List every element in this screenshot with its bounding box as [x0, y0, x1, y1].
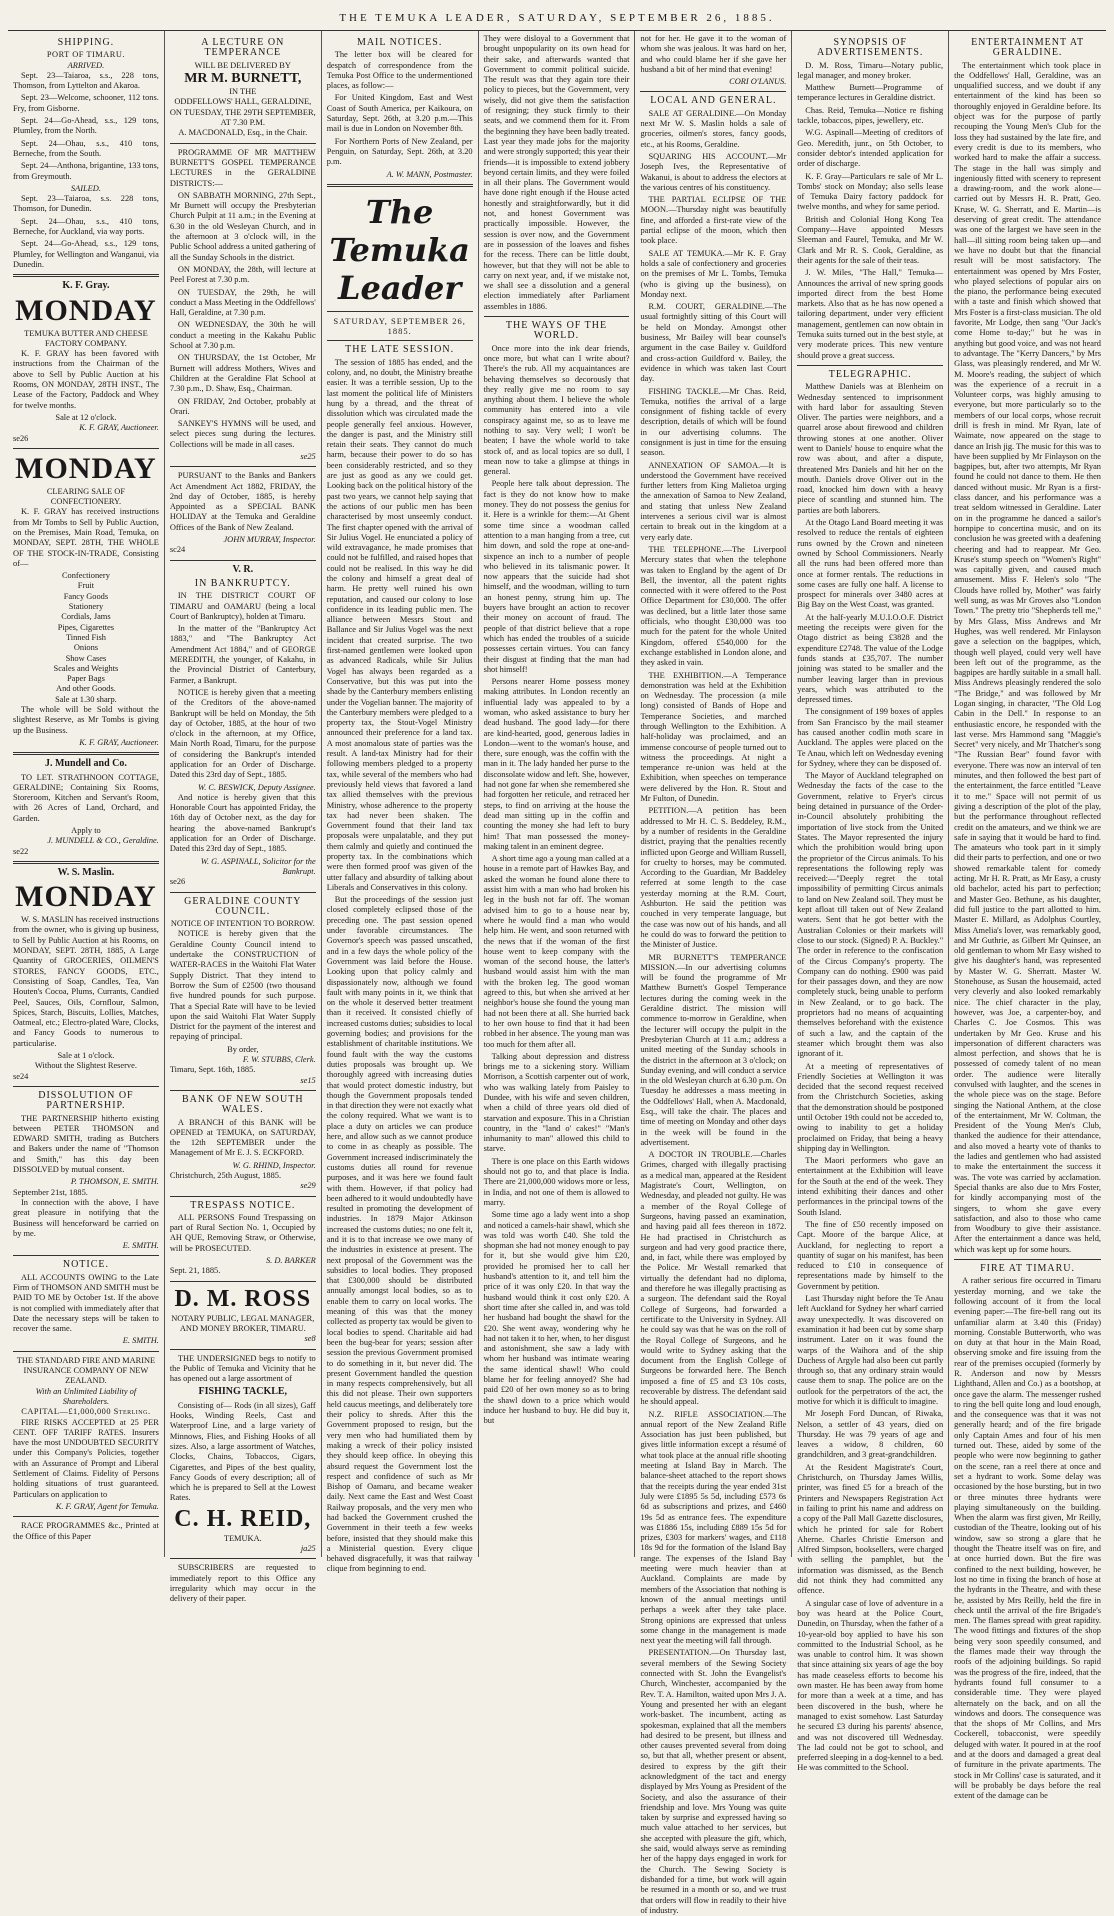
- subscribers-notice: SUBSCRIBERS are requested to immediately report to this Office any irregularity which may occur in the delivery of their paper.: [169, 1563, 316, 1604]
- session-paragraph: The session of 1885 has ended, and the colony, and, no doubt, the Ministry breathe easier. It was a terrible session, Up to the last moment the political life of Ministers hung by a thread, and the threat of dissolution which was circulated made the people generally feel anxious. However, the danger is past, and the Ministry still retain their seats. They cannot do much harm, because their power to do so has been considerably restricted, and so they are just as good as any we could get. Looking back on the political history of the past two years, we cannot help saying that the actions of our public men has been characterised by most unseemly conduct. The first chapter opened with the arrival of Sir Julius Vogel. He enunciated a policy of wild extravagance, he made promises that could not be fulfilled, and raised hopes that could not be realised. In this way he did the colony and himself a great deal of harm. He pretty well ruined his own reputation, and caused our colony to lose confidence in its leading public men. The alliance between Messrs Stout and Ballance and Sir Julius Vogel was the next incident that created surprise. The two first-named gentlemen were looked upon as advanced Radicals, while Sir Julius Vogel has always been regarded as a Conservative, but this was put into the shade by the Canterbury members enlisting under the Vogelian banner. The majority of the Canterbury members were pledged to a property tax, the Stout-Vogel Ministry announced their preference for a land tax. A most anomalous state of parties was the result. A land-tax Ministry had for their following members pledged to a property tax, while several of the members who had previously held views that favored a land tax allied themselves with the previous Ministry, whose adherence to the property tax had never been shaken. The Government found that their land tax proposals were unpalatable, and they put them calmly and quietly and continued the property tax. In the combinations which were then formed proof was given of the utter fallacy and absurdity of talking about Liberals and Conservatives in this colony.: [326, 357, 473, 892]
- smith-notice: In connection with the above, I have great pleasure in notifying that the Business will henceforward be carried on by me.: [13, 1197, 159, 1238]
- ad-code: se25: [300, 451, 316, 461]
- column-4: [479, 31, 636, 1557]
- council-subheading: NOTICE OF INTENTION TO BORROW.: [170, 919, 315, 929]
- telegraphic-item: The fine of £50 recently imposed on Capt. Moore of the barque Alice, at Auckland, for neglecting to report a quantity of sugar on his manifest, has been reduced to £10 in consequence of representations made by himself to the Government by petition.: [797, 1219, 944, 1291]
- divider: [170, 1281, 316, 1282]
- ad-code: sc24: [169, 545, 186, 555]
- monday-heading: MONDAY: [15, 293, 157, 327]
- paper-date: SATURDAY, SEPTEMBER 26, 1885.: [333, 315, 466, 337]
- column-5: [635, 31, 792, 1915]
- divider: [13, 1516, 159, 1517]
- sailing-entry: Sept. 24—Go-Ahead, s.s., 129 tons, Plumley, for Wellington and Wanganui, via Dunedin.: [13, 239, 159, 269]
- masthead-title: THE TEMUKA LEADER, SATURDAY, SEPTEMBER 26, 1885.: [339, 12, 775, 24]
- divider: [170, 466, 316, 467]
- ad-code: se26: [13, 433, 29, 443]
- stock-item: Scales and Weights: [53, 663, 119, 673]
- arrival-entry: Sept. 24—Go-Ahead, s.s., 129 tons, Plumley, from the North.: [13, 116, 159, 136]
- telegraphic-item: The Mayor of Auckland telegraphed on Wednesday the facts of the case to the Government, relative to Fryer's circus being detained in pursuance of the Order-in-Council absolutely prohibiting the importation of live stock from the United States. The Mayor represented the injury which the prohibition would bring upon the proprietor of the Circus animals. To his representations the following reply was received:—"Deeply regret the total impossibility of permitting Circus animals to land on New Zealand soil. They must be kept afloat till taken out of New Zealand waters. Sent that he got better with the Australian Colonies or their markets will close to our stock. (Signed) P. A. Buckley." The order in reference to the confiscation of the Circus Company's property. The Company can do nothing. £900 was paid for their passages down, and they are now completely stuck, being unable to perform in New Zealand, or to go back. The proprietors had no means of acquainting themselves beforehand with the existence of such a law, and the captain of the steamer which brought them was also ignorant of it.: [797, 771, 944, 1059]
- telegraphic-item: At the half-yearly M.U.I.O.O.F. District meeting the receipts were given for the Otago district as being £3828 and the expenditure £2748. The value of the Lodge funds stands at £35,707. The number joining was stated to be smaller and the number leaving larger than in previous years, which was attributed to the depressed times.: [797, 612, 944, 705]
- divider: [170, 1558, 316, 1559]
- divider: [170, 143, 316, 144]
- tolet-body: TO LET. STRATHNOON COTTAGE, GERALDINE; Containing Six Rooms, Storeroom, Kitchen and Servant's Room, with 26 Acres of Land, Orchard, and Garden.: [13, 772, 159, 823]
- divider: [170, 892, 316, 893]
- ways-paragraph: Talking about depression and distress brings me to a sickening story. William Morrison, a Scottish carpenter out of work, who was walking lately from Paisley to Dundee, with his wife and seven children, when a child of three years old died of starvation and exposure. This in a Christian country, in the "land o' cakes!" "Man's inhumanity to man" allowed this child to starve.: [483, 1051, 630, 1154]
- masthead: [8, 6, 1106, 31]
- divider: [797, 365, 943, 366]
- local-item: MR BURNETT'S TEMPERANCE MISSION.—In our advertising columns will be found the programme of Mr Matthew Burnett's Gospel Temperance lectures during the coming week in the Geraldine district. The mission will commence to-morrow in Geraldine, when the lecturer will occupy the pulpit in the Presbyterian Church at 11 a.m.; address a united meeting of the Sunday schools in the district in the afternoon at 3 o'clock; on Sunday evening, and will conduct a service in the old Wesleyan church at 6.30 p.m. On Tuesday he addresses a mass meeting in the Oddfellows' Hall, when A. Macdonald, Esq., will take the chair. The places and time of meeting on Monday and other days in the week will be found in the advertisement.: [640, 952, 787, 1147]
- telegraphic-item: At the Resident Magistrate's Court, Christchurch, on Thursday James Willis, printer, was fined £5 for a breach of the Printers and Newspapers Registration Act in failing to print his name and address on a copy of the Pall Mall Gazette disclosures, which he printed for sale for Robert Aherne. Charles Christie Emerson and Alfred Simpson, booksellers, were charged with selling the pamphlet, but the information was dismissed, as the Bench did not think they had committed any offence.: [797, 1462, 944, 1596]
- council-body: NOTICE is hereby given that the Geraldine County Council intend to undertake the CONSTRUCTION of WATER-RACES in the Waitohi Flat Water Supply District. That they intend to Borrow the Sum of £2500 (two thousand five hundred pounds for such purpose. That a Special Rate will have to be levied upon the said Waitohi Flat Water Supply District for the payment of the interest and repaying of principal.: [169, 929, 316, 1042]
- divider: [170, 1090, 316, 1091]
- arrived-heading: ARRIVED.: [67, 60, 105, 70]
- tolet-signature: J. MUNDELL & CO., Geraldine.: [47, 836, 159, 846]
- bankruptcy-notice: NOTICE is hereby given that a meeting of the Creditors of the above-named Bankrupt will be held on Monday, the 5th day of October, 1885, at the hour of two o'clock in the afternoon, at my Office, Main North Road, Timaru, for the purpose of considering the Bankrupt's intended application for an Order of Discharge. Dated this 23rd day of Sept., 1885.: [169, 687, 316, 780]
- bankruptcy-signature: W. C. BESWICK, Deputy Assignee.: [198, 782, 316, 792]
- smith-signature: E. SMITH.: [122, 1241, 159, 1251]
- standard-capital: CAPITAL—£1,000,000 Sterling.: [21, 1407, 151, 1417]
- session-continuation: They were disloyal to a Government that brought unpopularity on its own head for their sake, and afterwards wanted that Government to commit political suicide. The result was that they again tore their policy to pieces, but the Government, very wisely, did not give them the satisfaction of resigning; they stuck firmly to their seats, and we commend them for it. From the beginning they have been badly treated. Last year they made jobs for the majority and were strongly supported; this year their friends—it is impossible to extend jobbery beyond certain limits, and they were foiled in all their plans. The Government would have done right enough if the House acted honestly and straightforwardly, but it did not, and honest Government was practically impossible. However, the session is over now, and the Government are in possession of the loaves and fishes for the recess. There can be little doubt, however, but that they will not be able to carry on next year, and, if we mistake not, we shall see a dissolution and a general election immediately after Parliament assembles in 1886.: [483, 34, 630, 311]
- mail-item: For United Kingdom, East and West Coast of South America, per Kaikoura, on Saturday, Sept. 26th, at 3.20 p.m.—This mail is due in London on November 8th.: [326, 93, 473, 134]
- nsw-signature: W. G. RHIND, Inspector.: [232, 1160, 316, 1170]
- programme-item: ON MONDAY, the 28th, will lecture at Peel Forest at 7.30 p.m.: [169, 264, 316, 285]
- telegraphic-item: Last Thursday night before the Te Anau left Auckland for Sydney her wharf carried away unexpectedly. It was discovered on examination it had been cut by some sharp instrument. Later on it was found the warps of the Waihora and of the ship Duchess of Argyle had also been cut partly through so, that any ordinary strain would cause them to snap. The police are on the outlook for the perpetrators of the act, the motive for which it is difficult to imagine.: [797, 1294, 944, 1406]
- notice-heading: NOTICE.: [62, 1259, 110, 1271]
- trespass-date: Sept. 21, 1885.: [169, 1266, 221, 1276]
- dissolution-date: September 21st, 1885.: [13, 1187, 88, 1197]
- synopsis-item: K. F. Gray—Particulars re sale of Mr L. Tombs' stock on Monday; also sells lease of Temuka Dairy factory paddock for twelve months, and whey for same period.: [797, 171, 944, 212]
- arrival-entry: Sept. 24—Anthona, brigantine, 133 tons, from Greymouth.: [13, 161, 159, 181]
- lecture-will: WILL BE DELIVERED BY: [194, 60, 291, 70]
- ways-paragraph: Persons nearer Home possess money making attributes. In London recently an influential lady was appealed to by a woman, who asked assistance to bury her dead husband. The good lady—for there are kind-hearted, good, generous ladies in London—went to the woman's house, and there, sure enough, was the coffin with the man in it. The lady handed her purse to the disconsolate widow and left. She, however, had not gone far when she remembered she had forgotten her reticule, and retraced her steps, to find on arriving at the house the dead man sitting up in the coffin and counting the money she had left to bury him! That man possessed the money-making talent in an eminent degree.: [483, 677, 630, 851]
- columns: [8, 31, 1106, 1915]
- local-item: R.M. COURT, GERALDINE.—The usual fortnightly sitting of this Court will be held on Monday. Amongst other business, Mr Bailey will bear counsel's argument in the case Bailey v. Guildford and cross-action Guildford v. Bailey, the evidence in which was taken last Court day.: [640, 302, 787, 384]
- nsw-body: A BRANCH of this BANK will be OPENED at TEMUKA, on SATURDAY, the 12th SEPTEMBER under the Management of Mr E. J. S. ECKFORD.: [169, 1117, 316, 1158]
- standard-liability: With an Unlimited Liability of Shareholders.: [35, 1386, 137, 1406]
- divider: [13, 1255, 159, 1256]
- notice-body: ALL ACCOUNTS OWING to the Late Firm of THOMSON AND SMITH must be PAID TO ME by October 1st. If the above is not complied with immediately after that Date the necessary steps will be taken to recover the same.: [13, 1272, 159, 1334]
- pursuant-signature: JOHN MURRAY, Inspector.: [223, 535, 316, 545]
- ways-paragraph: A short time ago a young man called at a house in a remote part of Hawkes Bay, and asked the woman he found alone there to assist him with a man who had broken his leg in the bush not far off. The woman advised him to go to a house near by, where he would find a man who would help him. He went, and soon returned with the news that if the woman of the first house went to keep company with the woman of the second house, the latter's husband would assist him with the man with the broken leg. The good woman agreed to this, but when she arrived at her neighbor's house she found the young man had not been there at all. She hurried back to her own house to find that it had been robbed in her absence. The young man was too much for them after all.: [483, 854, 630, 1049]
- ad-code: se24: [13, 1071, 29, 1081]
- ways-paragraph: There is one place on this Earth widows should not go to, and that place is India. There are 21,000,000 widows more or less, in India, and not one of them is allowed to marry.: [483, 1156, 630, 1207]
- council-signature: F. W. STUBBS, Clerk.: [242, 1055, 316, 1065]
- lecture-in: IN THE: [229, 87, 257, 97]
- local-item: ANNEXATION OF SAMOA.—It is understood the Government have received further letters from King Malietoa urging the annexation of Samoa to New Zealand, and stating that unless New Zealand intervenes a serious civil war is almost certain to break out in the kingdom at a very early date.: [640, 460, 787, 542]
- lecture-place: ODDFELLOWS' HALL, GERALDINE, ON TUESDAY, THE 29TH SEPTEMBER, AT 7.30 P.M.: [169, 97, 316, 128]
- kfgray-header: K. F. Gray.: [62, 280, 110, 292]
- synopsis-item: D. M. Ross, Timaru—Notary public, legal manager, and money broker.: [797, 60, 944, 80]
- nsw-heading: BANK OF NEW SOUTH WALES.: [182, 1093, 304, 1116]
- ad-signature: K. F. GRAY, Auctioneer.: [79, 737, 159, 747]
- synopsis-item: W.G. Aspinall—Meeting of creditors of Geo. Meredith, junr., on 5th October, to consider debtor's intended application for order of discharge.: [797, 128, 944, 169]
- reid-heading: C. H. REID,: [174, 1505, 312, 1532]
- standard-body: FIRE RISKS ACCEPTED at 25 PER CENT. OFF TARIFF RATES. Insurers have the most UNDOUBTED SECURITY under this Company's Policies, together with an Assurance of Prompt and Liberal Settlement of Claims. Fidelity of Persons holding situations of trust guaranteed. Particulars on application to: [13, 1417, 159, 1499]
- pursuant-body: PURSUANT to the Banks and Bankers Act Amendment Act 1882, FRIDAY, the 2nd day of October, 1885, is hereby Appointed as a SPECIAL BANK HOLIDAY at the Temuka and Geraldine Offices of the Bank of New Zealand.: [169, 471, 316, 532]
- dissolution-heading: DISSOLUTION OF PARTNERSHIP.: [38, 1089, 134, 1112]
- bankruptcy-body: In the matter of the "Bankruptcy Act 1883," and "The Bankruptcy Act Amendment Act 1884," and of GEORGE MEREDITH, the younger, of Kakahu, in the Provincial District of Canterbury, Farmer, a Bankrupt.: [169, 624, 316, 685]
- telegraphic-item: Mr Joseph Ford Duncan, of Riwaka, Nelson, a settler of 43 years, died on Thursday. He was 79 years of age and leaves a widow, 8 children, 60 grandchildren, and 3 great-grandchildren.: [797, 1409, 944, 1460]
- entertainment-heading: ENTERTAINMENT AT GERALDINE.: [971, 37, 1085, 59]
- port-heading: PORT OF TIMARU.: [46, 50, 125, 60]
- bankruptcy-heading: IN BANKRUPTCY.: [194, 577, 291, 589]
- session-paragraph: But the proceedings of the session just closed completely eclipsed those of the preceding one. The past session opened under favorable circumstances. The Governor's speech was passed unscathed, and in a few days the whole policy of the Government was laid before the House. Looking upon that policy calmly and dispassionately now, although we found fault with many points in it, we think that on the whole it deserved better treatment than it received. It consisted chiefly of increased customs duties; subsidies to local governing bodies; and provisions for the establishment of charitable institutions. We found fault with the way the customs duties proposals was brought up. We thoroughly agreed with increasing duties that would protect domestic industry, but though the Government proposals tended in that direction they were not exactly what the colony required. What we want is to place a duty on articles we can produce here, and allow such as we cannot produce to come in as cheaply as possible. The Government increased indiscriminately the customs duties all round for revenue purposes, and it was here we found fault with them. However, if that policy had been adhered to it would undoubtedly have resulted in promoting the development of industries. In 1879 Major Atkinson increased the customs duties; no one felt it, and it is to that increase we owe many of the industries in existence at present. The next proposal of the Government was the subsidies to local bodies. They proposed that £300,000 should be distributed annually amongst local bodies, so as to enable them to carry on local works. The meaning of this was that the money collected as property tax would be given to local bodies to spend. Charitable aid had been the bug-bear for years; session after session the previous Government promised to do something in it, but never did. The present Government handled the question in many respects comprehensively, but all this did not please. Their own supporters held caucus meetings, and deliberately tore their policy to shreds. After this the Government proposed to resign, but the very men who had humiliated them by making a wreck of their policy insisted they should keep office. In obeying this absurd request the Government lost the respect and confidence of such as Mr Bishop of Oamaru, and became weaker daily. Next came the East and West Coast Railway proposals, and the very men who had backed the Government crushed the Government in their teeth a few weeks before, insisted that they should make this a Ministerial question. Every clique behaved disgracefully, it was that railway clique from beginning to end.: [326, 895, 473, 1574]
- telegraphic-item: At a meeting of representatives of Friendly Societies at Wellington it was decided that the second request received from the Christchurch Societies, asking that the demonstration should be postponed until October 19th could not be acceded to, owing to inability to get a holiday proclaimed on Friday, that being a heavy shipping day in Wellington.: [797, 1061, 944, 1153]
- trespass-body: ALL PERSONS Found Trespassing on part of Rural Section No. 1, Occupied by AH QUE, Removing Straw, or Otherwise, will be PROSECUTED.: [169, 1212, 316, 1253]
- lecture-name: MR M. BURNETT,: [184, 70, 302, 86]
- fishing-heading: FISHING TACKLE,: [198, 1386, 288, 1398]
- stock-item: And other Goods.: [56, 684, 116, 694]
- fishing-items: Consisting of— Rods (in all sizes), Gaff Hooks, Winding Reels, Cast and Waterproof Line, and a large variety of Minnows, Flies, and Fishing Hooks of all sizes. Also, a large assortment of Watches, Clocks, Chains, Tobaccos, Cigars, Cigarettes, and Pipes of the best quality, Fancy Goods of every description; all of which he is prepared to Sell at the Lowest Rates.: [169, 1400, 316, 1503]
- programme-title: PROGRAMME OF MR MATTHEW BURNETT'S GOSPEL TEMPERANCE LECTURES in the GERALDINE DISTRICTS:—: [169, 147, 316, 188]
- council-order: By order,: [227, 1044, 259, 1054]
- local-heading: LOCAL AND GENERAL.: [650, 95, 777, 107]
- telegraphic-heading: TELEGRAPHIC.: [828, 368, 912, 380]
- arrival-entry: Sept. 23—Taiaroa, s.s., 228 tons, Thomson, from Lyttelton and Akaroa.: [13, 70, 159, 91]
- telegraphic-item: The consignment of 199 boxes of apples from San Francisco by the mail steamer has caused another codlin moth scare in Auckland. The apples were placed on the Te Anau, which left on Wednesday evening for Sydney, where they can be disposed of.: [797, 707, 944, 768]
- fire-heading: FIRE AT TIMARU.: [980, 1263, 1076, 1275]
- ways-paragraph: People here talk about depression. The fact is they do not know how to make money. They do not possess the genius for it. Here is a wrinkle for them:—At Ghent some time since a woodman called attention to a man hanging from a tree, cut him down, and sold the rope at one-and-sixpence an inch to a number of people who believed in its talismanic power. It now appears that the suicide had shot himself, and the woodman, willing to turn an honest penny, strung him up. The buyers have brought an action to recover their money on account of fraud. The people of that district believe that a rope which has ended the troubles of a suicide possesses certain virtues. You can fancy their disgust at finding that the man had shot himself!: [483, 479, 630, 674]
- telegraphic-item: A singular case of love of adventure in a boy was heard at the Police Court, Dunedin, on Thursday, when the father of a 10-year-old boy applied to have his son committed to the Industrial School, as he was unable to control him. It was shown that since attaining six years of age the boy has made ceaseless efforts to become his own master. He has been away from home for more than a week at a time, and has been discovered in the bush, where he managed to exist somehow. Last Saturday he secured £3 during his parents' absence, and was not discovered till Wednesday. The lad could not be got to school, and preferred sleeping in a dog-kennel to a bed. He was committed to the School.: [797, 1598, 944, 1773]
- synopsis-heading: SYNOPSIS OF ADVERTISEMENTS.: [817, 37, 924, 59]
- ad-code: se15: [300, 1075, 316, 1085]
- reid-subheading: TEMUKA.: [223, 1533, 262, 1543]
- butter-factory-title: TEMUKA BUTTER AND CHEESE FACTORY COMPANY.: [24, 328, 148, 348]
- column-1: [8, 31, 165, 1557]
- fishing-body: THE UNDERSIGNED begs to notify to the Public of Temuka and Vicinity that he has opened out a large assortment of: [169, 1353, 316, 1384]
- local-item: N.Z. RIFLE ASSOCIATION.—The annual report of the New Zealand Rifle Association has just been published, but gives little information except a résumé of what took place at the annual rifle shooting meeting at Island Bay in March. The balance-sheet attached to the report shows that the receipts during the year ended 31st July were £1895 5s 5d, including £573 6s 6d as subscriptions and prizes, and £460 19s 5d as entrance fees. The expenditure was £1886 15s, including £889 15s 5d for prizes, £303 for markers' wages, and £118 18s 9d for the formation of the Island Bay range. The expenses of the Island Bay meeting were much heavier than at Auckland. Complaints are made by members of the Association that nothing is known of the annual meetings until perhaps a week after they take place. Strong opinions are expressed that unless some change in the management is made next year the meeting will fall through.: [640, 1409, 787, 1646]
- tolet-apply: Apply to: [71, 826, 101, 835]
- local-item: PRESENTATION.—On Thursday last, several members of the Sewing Society connected with St. John the Evangelist's Church, Winchester, accompanied by the Rev. T. A. Hamilton, waited upon Mrs J. A. Young and presented her with an elegant work-basket. The incumbent, acting as spokesman, explained that all the members had desired to be present, but illness and other causes prevented several from doing so, but that all, whether present or absent, desired to express by the gift their acknowledgment of the tact and energy displayed by Mrs Young as President of the Society, and also the assurance of their friendship and love. Mrs Young was quite taken by surprise and expressed having so much value attached to her services, but she accepted with pleasure the gift, which, she said, would always serve as reminding her of the happy days engaged in work for the Church. The Sewing Society is disbanded for a time, but work will again be resumed in a month or so, and we trust that orders will flow in readily to their hive of industry.: [640, 1648, 787, 1915]
- stock-item: Fancy Goods: [63, 591, 109, 601]
- paper-title: The Temuka Leader: [329, 192, 470, 307]
- arrival-entry: Sept. 23—Welcome, schooner, 112 tons. Fry, from Gisborne.: [13, 93, 159, 113]
- monday-heading: MONDAY: [15, 451, 157, 485]
- column-2: [165, 31, 322, 1604]
- sailing-entry: Sept. 24—Ohau, s.s., 410 tons, Berneche, for Auckland, via way ports.: [13, 216, 159, 237]
- ad-body: W. S. MASLIN has received instructions from the owner, who is giving up business, to Sell by Public Auction at his Rooms, on MONDAY, SEPT. 28TH, 1885, A Large Quantity of GROCERIES, OILMEN'S STORES, FANCY GOODS, ETC., Consisting of Soap, Candles, Tea, Van Houten's Cocoa, Plums, Currants, Candied Peel, Sauces, Oils, Cornflour, Salmon, Spices, Starch, Biscuits, Lollies, Matches, Oatmeal, etc.; Electro-plated Ware, Clocks, and Fancy Goods to numerous to particularise.: [13, 915, 159, 1048]
- ad-code: se8: [304, 1334, 316, 1344]
- local-item: A DOCTOR IN TROUBLE.—Charles Grimes, charged with illegally practising as a medical man, appeared at the Resident Magistrate's Court, Wellington, on Wednesday, and pleaded not guilty. He was a member of the Royal College of Surgeons, having passed an examination, and having paid all fees thereon in 1872. He had practised in Christchurch as surgeon and had very good practice there, and, in fact, while there was employed by the Police. Mr Westall remarked that virtually the defendant had no diploma, and therefore he was illegally practising as a surgeon. The defendant said the Royal College of Surgeons, had forwarded a certificate to the University in Sydney. All he could say was that he was on the roll of the Royal College of Surgeons, and he would write to Sydney asking that the document from the English College of Surgeons be forwarded here. The Bench imposed a fine of £5 and £3 10s costs, recoverable by distress. The defendant said he should appeal.: [640, 1150, 787, 1407]
- ways-paragraph: Some time ago a lady went into a shop and noticed a camels-hair shawl, which she was told was worth £40. She told the shopman she had not money enough to pay for it, but she would give him £20, provided he promised her to call her husband's attention to it, and tell him the price of it was only £20. In that way the husband would think it cost only £20. A short time after she called in, and was told her husband had bought the shawl for the £20. She went away, wondering why he had not taken it to her, when, to her disgust and astonishment, she saw a lady with whom her husband was intimate wearing the same identical shawl! Who could blame her for feeling annoyed? She had paid £20 of her own money so as to bring the shawl down to a price which would induce her husband to buy. He did buy it, but: [483, 1210, 630, 1426]
- maslin-header: W. S. Maslin.: [57, 866, 115, 878]
- column-3: [322, 31, 479, 1574]
- ad-body: K. F. GRAY has been favored with instructions from the Chairman of the above to Sell by Public Auction at his Rooms, ON MONDAY, 28TH INST., The Lease of the Factory, Paddock and Whey for twelve months.: [13, 349, 159, 410]
- fire-paragraph: A rather serious fire occurred in Timaru yesterday morning, and we take the following account of it from the local evening paper:—The fire-bell rang out its unfamiliar alarm at 3.40 this (Friday) morning. Constable Butterworth, who was on duty at that hour in the Main Road, observing smoke and fire issuing from the rear of the premises occupied (formerly by R. Anderson and now by Messrs Lighthand, Allen and Co.) as a bootshop, at once gave the alarm. The messenger rushed to ring the bell quite long and loud enough, and the consequence was that it was not generally heard; and of the fire brigade only Captain Ames and four of his men turned out. These, aided by some of the people who were now beginning to gather on the scene, ran a reel there at once and set a hydrant to work. Some delay was occasioned by the hose bursting, but in two or three minutes three hydrants were playing simultaneously on the building. When the alarm was first given, Mr Reilly, custodian of the Theatre, looking out of his window, saw so strong a glare that he thought the Theatre itself was on fire, and at once hurried down. But the fire was confined to the next building, however, he lost no time in fixing the branch of hose at the hydrants in the Theatre, and with these he, assisted by Mrs Reilly, held the fire in check until the arrival of the fire Brigade's men. The flames spread with great rapidity. The wood fittings and fixtures of the shop being very soon speedily consumed, and the flames made their way through the roofs of the adjoining buildings. So rapid was the progress of the fire, indeed, that the hydrants found full consumer to a considerable time. They were played alternately on the back, and on all the windows and doors. The consequence was that the shops of Mr Collins, and Mrs Cockerell, tobacconist, were speedily deluged with water. It poured in at the roof and at the doors and damaged a great deal of furniture in the private apartments. The stock in Mr Collins' case is saturated, and it will be probably be days before the real extent of the damage can be: [954, 1276, 1101, 1801]
- ross-subheading: NOTARY PUBLIC, LEGAL MANAGER, AND MONEY BROKER, TIMARU.: [171, 1313, 315, 1333]
- ad-code: se22: [13, 846, 29, 856]
- bankruptcy-signature: W. G. ASPINALL, Solicitor for the Bankrupt.: [200, 856, 316, 876]
- ad-code: ja25: [300, 1544, 316, 1553]
- synopsis-item: J. W. Miles, "The Hall," Temuka—Announces the arrival of new spring goods imported direct from the best Home markets. Also that as he has now opened a tailoring department, under very efficient management, gentlemen can now obtain in Temuka suits turned out in the best style, at very moderate prices. This new venture should prove a great success.: [797, 268, 944, 360]
- synopsis-item: British and Colonial Hong Kong Tea Company—Have appointed Messrs Sleeman and Faurel, Temuka, and Mr W. Clark and Mr R. S. Cook, Geraldine, as their agents for the sale of their teas.: [797, 214, 944, 265]
- divider: [640, 91, 786, 92]
- ad-note: The whole will be Sold without the slightest Reserve, as Mr Tombs is giving up the Business.: [13, 705, 159, 735]
- stock-item: Pipes, Cigarettes: [57, 622, 115, 632]
- local-item: SALE AT GERALDINE.—On Monday next Mr W. S. Maslin holds a sale of groceries, oilmen's stores, fancy goods, etc., at his Rooms, Geraldine.: [640, 108, 787, 149]
- divider: [170, 1349, 316, 1350]
- sailed-heading: SAILED.: [70, 183, 101, 193]
- local-item: PETITION.—A petition has been addressed to Mr H. C. S. Beddeley, R.M., by a number of residents in the Geraldine district, praying that the penalties recently inflicted upon George and William Russell, for cruelty to horses, may be commuted. According to the Guardian, Mr Baddeley referred at some length to the case yesterday morning at the R.M. Court, Ashburton. He said the petition was couched in very temperate language, but the case was now out of his hands, and all he could do was to forward the petition to the Minister of Justice.: [640, 806, 787, 950]
- bankruptcy-court: IN THE DISTRICT COURT OF TIMARU and OAMARU (being a local Court of Bankruptcy), holden at Timaru.: [169, 591, 316, 621]
- stock-item: Show Cases: [65, 653, 107, 663]
- telegraphic-item: At the Otago Land Board meeting it was resolved to reduce the rentals of eighteen runs owned by the Crown and nineteen owned by School Commissioners. Nearly all the runs had been offered more than once at former rentals. The reductions in some cases are fully one half. A license to prospect for minerals over 3480 acres at Big Bay on the West Coast, was granted.: [797, 518, 944, 610]
- divider: [13, 448, 159, 449]
- synopsis-item: Matthew Burnett—Programme of temperance lectures in Geraldine district.: [797, 83, 944, 103]
- local-item: THE EXHIBITION.—A Temperance demonstration was held at the Exhibition on Wednesday. The procession (a mile long) consisted of Bands of Hope and Temperance Societies, and marched through Wellington to the Exhibition. A half-holiday was proclaimed, and an immense concourse of people turned out to witness the proceedings. At night a temperance re-union was held at the Exhibition, when speeches on temperance were delivered by the Hon. R. Stout and Mr Fulton, of Dunedin.: [640, 670, 787, 804]
- ad-sale-time: Sale at 1 o'clock.: [57, 1051, 115, 1061]
- sailing-entry: Sept. 23—Taiaroa, s.s. 228 tons, Thomson, for Dunedin.: [13, 194, 159, 214]
- ad-note: Without the Slightest Reserve.: [34, 1061, 137, 1071]
- dissolution-signature: P. THOMSON, E. SMITH.: [70, 1177, 159, 1187]
- divider: [327, 311, 473, 312]
- divider: [327, 184, 473, 187]
- shipping-heading: SHIPPING.: [57, 37, 115, 48]
- local-item: THE PARTIAL ECLIPSE OF THE MOON.—Thursday night was beautifully fine, and afforded a first-rate view of the partial eclipse of the moon, which then took place.: [640, 195, 787, 246]
- divider: [13, 274, 159, 277]
- clearing-sale-title: CLEARING SALE OF CONFECTIONERY.: [46, 486, 126, 507]
- programme-item: ON WEDNESDAY, the 30th he will conduct a meeting in the Kakahu Public School at 7.30 p.m.: [169, 320, 316, 351]
- monday-heading: MONDAY: [15, 880, 157, 914]
- race-programmes-ad: RACE PROGRAMMES &c., Printed at the Office of this Paper: [13, 1521, 159, 1541]
- telegraphic-item: The Maori performers who gave an entertainment at the Exhibition will leave for the South at the end of the week. They intend exhibiting their dances and other performances in the principal towns of the South Island.: [797, 1156, 944, 1217]
- local-item: SALE AT TEMUKA.—Mr K. F. Gray holds a sale of confectionery and groceries on the premises of Mr L. Tombs, Temuka (who is giving up the business), on Monday next.: [640, 248, 787, 299]
- stock-item: Paper Bags: [66, 674, 105, 684]
- entertainment-paragraph: The entertainment which took place in the Oddfellows' Hall, Geraldine, was an unqualified success, and we doubt if any entertainment of the kind has been so thoroughly enjoyed in Geraldine before. Its object was for the purpose of partly recouping the Young Men's Club for the loss they had sustained by the late fire, and every credit is due to its members, who worked hard to make the affair a success. The stage in the hall was simply and ingeniously fitted with scenery to represent a drawing-room, and the work alone—carried out by Messrs H. R. Pratt, Geo. Kruse, W. G. Sherratt, and E. Martin—is deserving of great credit. The attendance was one of the largest we have seen in the hall—ill sitting room being taken up—and we have no doubt but that the financial result will be most satisfactory. The entertainment was opened by Mrs Foster, who played selections of popular airs on the piano, the performance being executed with a taste and finish which showed that Mrs Foster is a first-class musician. The old favorite, Mr Lodge, then sang "Our Jack's come Home to-day;" but he was in anything but good voice, and was not heard to advantage. The "Kerry Dancers," by Mrs Glass, was pleasingly rendered, and Mr W. M. Moore's reading, the subject of which was the experience of a recruit in a Volunteer corps, was highly amusing to everyone, but more particularly so to the members of our local corps, whose recruit drill is fresh in mind. Mr Ryan, late of Waimate, now appeared on the stage to dance an Irish jig. The music for this was to have been supplied by Mr Finlayson on the bagpipes, but, after two attempts, Mr Ryan found he could not dance to them. He then danced without music. Mr Ryan is a first-class dancer, and his performance was a treat seldom witnessed in Geraldine. Later on in the programme he danced a sailor's hornpipe to concertina music, and on its conclusion he was greeted with a deafening cheering and had to reappear. Mr Geo. Kruse's stump speech on "Women's Right" was capitally given, and caused much amusement. Miss F. Helen's solo "The Clouds have rolled by, Mother" was fairly well sung, as was Mr Groves also "London Town." The pretty trio "Shepherds tell me," by Mrs Glass, Miss Andrews and Mr Hughes, was well rendered. Mr Finlayson gave a selection on the bagpipes, which, though well played, could very well have been left out of the programme, as the bagpipes are hardly suitable in a small hall. Miss Andrews pleasingly rendered the solo "The Bridge," and was followed by Mr Logan singing, in character, "The Old Log Cabin in the Dell." In response to an enthusiastic encore, he responded with the last verse. Mrs Hammond sang "Maggie's Secret" very nicely, and Mr Thatcher's song "The Russian Bear" found favor with everyone. There was now an interval of ten minutes, and then followed the best part of the entertainment, the farce entitled "Leave it to me." Space will not permit of us giving a description of the plot of the play, but the performance throughout reflected credit on the amateurs, and we think we are safe in saying that it would be hard to find. The amateurs who took part in it simply did their parts to perfection, and one or two showed remarkable talent for comedy acting. Mr H. R. Pratt, as Mr Easy, a crusty old bachelor, acted his part to perfection; and Master Geo. Bethune, as his daughter, did full justice to the part allotted to him. Master E. Millard, as Adolphus Courtley, Miss Amelia's lover, was remarkably good, and Mr Guthrie, as Gilbert Mr Quinsee, an old gentleman to whom Mr Easy wished to give his daughter's hand, was represented by Master W. G. Sherratt. Master W. Stonehouse, as Susan the housemaid, acted very cleverly and also looked remarkably nice. The chief character in the play, however, was Joe, a carpenter-boy, and Charles C. Joe Cosmos. This was undertaken by Mr Geo. Kruse and his impersonation of different characters was almost perfection, and shows that he is possessed of comedy talent of no mean order. The audience were literally convulsed with laughter, and the scenes in the whole piece was on the stage. Before singing the National Anthem, at the close of the entertainment, Mr W. Coltman, the President of the Young Men's Club, thanked the audience for their attendance, and also moved a hearty vote of thanks to the ladies and gentlemen who had assisted to make the entertainment the success it was. The vote was carried by acclamation. Special thanks are also due to Mrs Foster, for kindly accompanying most of the singers, to whom she gave every satisfaction, and also to those who came from Woodbury to give their assistance. After the entertainment a dance was held, which was kept up for some hours.: [954, 60, 1102, 1254]
- divider: [13, 861, 159, 864]
- synopsis-item: Chas. Reid, Temuka—Notice re fishing tackle, tobaccos, pipes, jewellery, etc.: [797, 105, 944, 126]
- stock-item: Stationery: [68, 602, 104, 612]
- nsw-date: Christchurch, 25th August, 1885.: [169, 1170, 282, 1180]
- mail-item: For Northern Ports of New Zealand, per Penguin, on Saturday, Sept. 26th, at 3.20 p.m.: [326, 136, 473, 167]
- session-heading: THE LATE SESSION.: [345, 344, 455, 356]
- ad-signature: K. F. GRAY, Auctioneer.: [79, 423, 159, 433]
- divider: [170, 560, 316, 561]
- trespass-signature: S. D. BARKER: [265, 1256, 316, 1266]
- divider: [13, 1086, 159, 1087]
- programme-item: ON FRIDAY, 2nd October, probably at Orari.: [169, 396, 316, 416]
- local-item: SQUARING HIS ACCOUNT.—Mr Joseph Ives, the Representative of Wakanui, is about to address the electors at the various centres of his constituency.: [640, 151, 787, 192]
- mail-body: The letter box will be cleared for despatch of correspondence from the Temuka Post Office to the undermentioned places, as follow:—: [326, 50, 473, 91]
- ad-sale-time: Sale at 1.30 sharp.: [55, 694, 117, 704]
- ways-paragraph: Once more into the ink dear friends, once more, but what can I write about? There's the rub. All my acquaintances are behaving themselves so decorously that they really give me no room to say anything about them. I believe the whole community has entered into a vile conspiracy against me, so as to leave me nothing to say. Very well; I won't be beaten; I have the whole world to take stock of, and as local topics are so dull, I mean now to take a glimpse at things in general.: [483, 343, 630, 477]
- ways-ending: not for her. He gave it to the woman of whom she was jealous. It was hard on her, and who could blame her if she gave her husband a bit of her mind that evening!: [640, 34, 787, 74]
- mundell-header: J. Mundell and Co.: [44, 758, 127, 770]
- ross-heading: D. M. ROSS: [174, 1285, 312, 1312]
- ad-code: se29: [300, 1181, 316, 1191]
- ways-signature: CORI O'LANUS.: [729, 77, 787, 87]
- programme-item: ON THURSDAY, the 1st October, Mr Burnett will address Mothers, Wives and Children at the Geraldine Flat School at 7.30 p.m., D. Shaw, Esq., Chairman.: [169, 353, 316, 394]
- ways-heading: THE WAYS OF THE WORLD.: [505, 320, 608, 342]
- dissolution-body: THE PARTNERSHIP hitherto existing between PETER THOMSON and EDWARD SMITH, trading as Butchers and Bakers under the name of "Thomson and Smith," has this day been DISSOLVED by mutual consent.: [13, 1113, 159, 1175]
- vr-heading: V. R.: [232, 563, 254, 575]
- stock-item: Cordials, Jams: [61, 612, 111, 622]
- divider: [170, 1196, 316, 1197]
- programme-note: SANKEY'S HYMNS will be used, and select pieces sung during the lectures. Collections will be made in all cases.: [169, 419, 316, 449]
- notice-signature: E. SMITH.: [122, 1336, 159, 1346]
- local-item: THE TELEPHONE.—The Liverpool Mercury states that when the telephone was taken to England by the agent of Dr Bell, the inventor, all the patent rights connected with it were offered to the Post Office Department for £30,000. The offer was declined, but a little later those same officials, who thought £30,000 was too much for the patent for the whole United Kingdom, offered £540,000 for the exchange established in London alone, and they asked in vain.: [640, 544, 787, 668]
- column-6: [792, 31, 949, 1773]
- divider: [954, 1259, 1101, 1260]
- telegraphic-item: Matthew Daniels was at Blenheim on Wednesday sentenced to imprisonment with hard labor for assaulting Steven Oliver. The parties were neighbors, and a quarrel arose about firewood and children throwing stones at one another. Oliver went to Daniels' house to enquire what the row was about, and after a dispute, threatened Mrs Daniels and hit her on the mouth. Daniels drove Oliver out in the road, knocked him down with a heavy piece of scantling and stunned him. The parties are both laborers.: [797, 382, 944, 515]
- divider: [13, 1351, 159, 1352]
- standard-signature: K. F. GRAY, Agent for Temuka.: [55, 1501, 159, 1511]
- mail-heading: MAIL NOTICES.: [356, 37, 443, 48]
- stock-item: Onions: [73, 643, 99, 653]
- lecture-chair: A. MACDONALD, Esq., in the Chair.: [178, 128, 308, 138]
- programme-item: ON SABBATH MORNING, 27th Sept., Mr Burnett will occupy the Presbyterian Church Pulpit at 11 a.m.; in the Evening at 6.30 in the old Wesleyan Church, and in the afternoon at 3 o'clock will, in the Public School address a united gathering of all the Sunday Schools in the district.: [169, 190, 316, 262]
- stock-item: Fruit: [77, 581, 95, 591]
- local-item: FISHING TACKLE.—Mr Chas. Reid, Temuka, notifies the arrival of a large consignment of fishing tackle of every description, details of which will be found in our advertising columns. The consignment is just in time for the ensuing season.: [640, 386, 787, 458]
- stock-item: Confectionery: [61, 571, 110, 581]
- stock-item: Tinned Fish: [65, 632, 106, 642]
- council-heading: GERALDINE COUNTY COUNCIL.: [184, 895, 302, 917]
- arrival-entry: Sept. 24—Ohau, s.s., 410 tons, Berneche, from the South.: [13, 138, 159, 158]
- standard-insurance-title: THE STANDARD FIRE AND MARINE INSURANCE COMPANY OF NEW ZEALAND.: [16, 1355, 156, 1386]
- divider: [13, 752, 159, 755]
- column-7: [949, 31, 1106, 1801]
- trespass-heading: TRESPASS NOTICE.: [190, 1199, 296, 1211]
- divider: [484, 316, 630, 317]
- mail-signature: A. W. MANN, Postmaster.: [386, 169, 473, 179]
- lecture-heading: A LECTURE ON TEMPERANCE: [201, 37, 285, 59]
- divider: [327, 340, 473, 341]
- ad-sale-time: Sale at 12 o'clock.: [55, 412, 117, 422]
- bankruptcy-notice: And notice is hereby given that this Honorable Court has appointed Friday, the 16th day of October next, as the day for hearing the above-named Bankrupt's application for an Order of Discharge. Dated this 23rd day of Sept., 1885.: [169, 792, 316, 854]
- council-date: Timaru, Sept. 16th, 1885.: [169, 1065, 256, 1075]
- programme-item: ON TUESDAY, the 29th, he will conduct a Mass Meeting in the Oddfellows' Hall, Geraldine, at 7.30 p.m.: [169, 287, 316, 318]
- ad-code: se26: [169, 877, 186, 887]
- ad-body: K. F. GRAY has received instructions from Mr Tombs to Sell by Public Auction, on the Premises, Main Road, Temuka, on MONDAY, SEPT. 28TH, THE WHOLE OF THE STOCK-IN-TRADE, Consisting of—: [13, 507, 159, 568]
